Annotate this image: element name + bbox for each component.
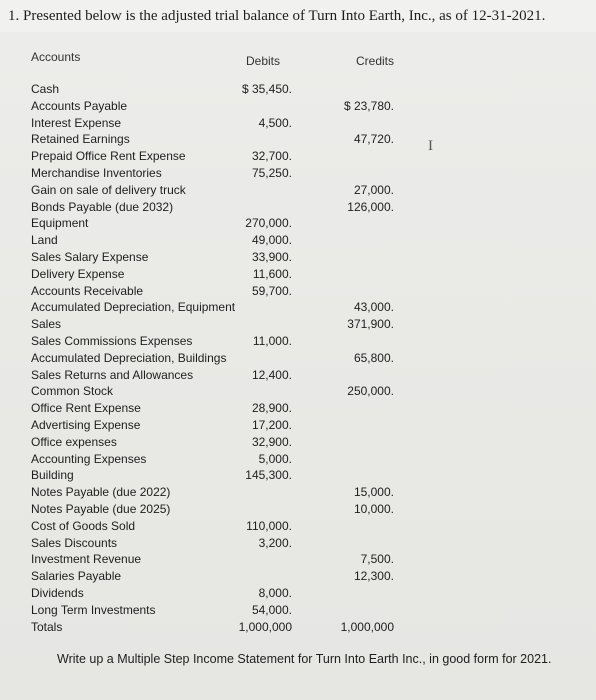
account-name: Advertising Expense xyxy=(31,418,141,432)
account-name: Accounts Receivable xyxy=(31,283,144,298)
debit-amount: 12,400. xyxy=(251,367,292,382)
account-name: Dividends xyxy=(31,586,84,600)
debit-amount: 28,900. xyxy=(251,401,292,416)
credit-amount: 12,300. xyxy=(353,569,394,584)
account-name: Sales Commissions Expenses xyxy=(31,334,193,348)
credit-amount: 1,000,000 xyxy=(340,619,394,634)
table-row xyxy=(0,82,596,99)
table-row xyxy=(0,468,596,485)
account-name: Cash xyxy=(31,82,60,96)
account-name: Land xyxy=(31,233,58,248)
table-row xyxy=(0,418,596,435)
table-row xyxy=(0,485,596,502)
account-name: Sales Discounts xyxy=(31,535,118,550)
debit-amount: 3,200. xyxy=(258,535,292,550)
debit-amount: 32,700. xyxy=(251,149,292,164)
table-row xyxy=(0,384,596,401)
debit-amount: 11,600. xyxy=(252,266,292,281)
question-text: 1. Presented below is the adjusted trial balance of Turn Into Earth, Inc., as of 12-31-2021. xyxy=(8,8,546,24)
debit-amount: 75,250. xyxy=(251,166,292,180)
credit-amount: 27,000. xyxy=(353,182,394,197)
account-name: Cost of Goods Sold xyxy=(31,518,136,533)
debit-amount: 33,900. xyxy=(251,250,292,264)
table-row xyxy=(0,519,596,536)
table-row xyxy=(0,200,596,217)
table-row xyxy=(0,149,596,166)
credit-amount: 126,000. xyxy=(347,199,394,214)
accounts-header: Accounts xyxy=(31,50,81,64)
debit-amount: 59,700. xyxy=(251,283,292,298)
account-name: Office expenses xyxy=(31,434,117,449)
debit-amount: $ 35,450. xyxy=(241,82,292,96)
trial-balance-sheet xyxy=(0,32,596,700)
debit-amount: 8,000. xyxy=(258,586,292,600)
account-name: Bonds Payable (due 2032) xyxy=(31,199,174,214)
account-name: Long Term Investments xyxy=(31,602,156,617)
debits-header: Debits xyxy=(246,54,281,68)
account-name: Accounting Expenses xyxy=(31,451,147,466)
debit-amount: 4,500. xyxy=(258,115,292,130)
table-row xyxy=(0,132,596,149)
table-row xyxy=(0,183,596,200)
account-name: Notes Payable (due 2025) xyxy=(31,502,171,516)
table-row xyxy=(0,216,596,233)
account-name: Retained Earnings xyxy=(31,132,130,147)
table-row xyxy=(0,502,596,519)
instruction-text: Write up a Multiple Step Income Statement for Turn Into Earth Inc., in good form for 2021. xyxy=(57,652,552,666)
table-row xyxy=(0,569,596,586)
credit-amount: 43,000. xyxy=(353,300,394,315)
account-name: Building xyxy=(31,468,74,483)
account-name: Sales Salary Expense xyxy=(31,250,149,264)
question-heading xyxy=(0,0,596,32)
account-name: Salaries Payable xyxy=(31,569,122,584)
table-row xyxy=(0,586,596,603)
account-name: Accounts Payable xyxy=(31,98,128,113)
table-row xyxy=(0,233,596,250)
debit-amount: 54,000. xyxy=(251,602,292,617)
table-row xyxy=(0,334,596,351)
table-row xyxy=(0,435,596,452)
credit-amount: 10,000. xyxy=(353,502,394,516)
table-row xyxy=(0,368,596,385)
account-name: Notes Payable (due 2022) xyxy=(31,485,171,500)
credit-amount: 371,900. xyxy=(347,317,394,332)
account-name: Delivery Expense xyxy=(31,266,125,281)
credit-amount: 15,000. xyxy=(353,485,394,500)
account-name: Equipment xyxy=(31,216,89,231)
table-row xyxy=(0,116,596,133)
table-row xyxy=(0,267,596,284)
debit-amount: 270,000. xyxy=(245,216,292,231)
account-name: Totals xyxy=(31,619,63,634)
table-row xyxy=(0,603,596,620)
account-name: Common Stock xyxy=(31,384,114,399)
table-row xyxy=(0,317,596,334)
table-row xyxy=(0,552,596,569)
credit-amount: 65,800. xyxy=(353,350,394,365)
debit-amount: 32,900. xyxy=(251,434,292,449)
text-cursor-icon: I xyxy=(428,138,433,154)
credit-amount: $ 23,780. xyxy=(343,98,394,113)
debit-amount: 49,000. xyxy=(251,233,292,248)
account-name: Investment Revenue xyxy=(31,552,142,567)
debit-amount: 110,000. xyxy=(246,518,292,533)
table-row xyxy=(0,284,596,301)
table-row xyxy=(0,351,596,368)
debit-amount: 17,200. xyxy=(251,418,292,432)
credits-header: Credits xyxy=(356,54,395,68)
account-name: Gain on sale of delivery truck xyxy=(31,182,186,197)
account-name: Accumulated Depreciation, Buildings xyxy=(31,350,227,365)
account-name: Merchandise Inventories xyxy=(31,166,162,180)
debit-amount: 5,000. xyxy=(258,451,292,466)
debit-amount: 145,300. xyxy=(245,468,292,483)
account-name: Office Rent Expense xyxy=(31,401,141,416)
table-row xyxy=(0,250,596,267)
debit-amount: 11,000. xyxy=(252,334,292,348)
table-row xyxy=(0,620,596,637)
account-name: Accumulated Depreciation, Equipment xyxy=(31,300,236,315)
table-row xyxy=(0,99,596,116)
account-name: Sales xyxy=(31,317,62,332)
account-name: Sales Returns and Allowances xyxy=(31,367,194,382)
debit-amount: 1,000,000 xyxy=(238,619,292,634)
table-row xyxy=(0,300,596,317)
credit-amount: 47,720. xyxy=(353,132,394,147)
table-row xyxy=(0,401,596,418)
table-row xyxy=(0,536,596,553)
table-row xyxy=(0,452,596,469)
credit-amount: 7,500. xyxy=(360,552,394,567)
credit-amount: 250,000. xyxy=(347,384,394,399)
table-row xyxy=(0,166,596,183)
account-name: Interest Expense xyxy=(31,115,122,130)
account-name: Prepaid Office Rent Expense xyxy=(31,149,186,164)
